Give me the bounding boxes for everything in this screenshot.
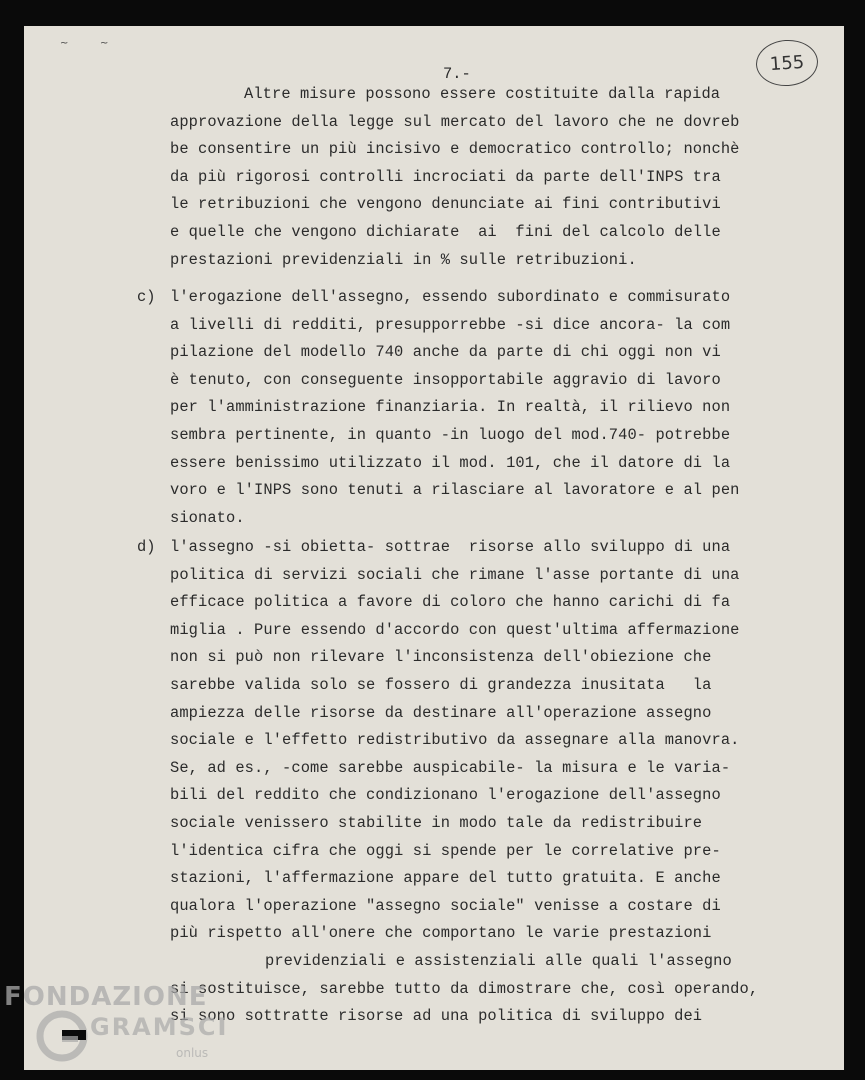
text-line: non si può non rilevare l'inconsistenza dell'obiezione che bbox=[170, 648, 712, 667]
scan-mark-right: ~ bbox=[100, 38, 109, 49]
text-line: qualora l'operazione "assegno sociale" venisse a costare di bbox=[170, 896, 721, 915]
text-line: politica di servizi sociali che rimane l'asse portante di una bbox=[170, 565, 740, 584]
text-line: approvazione della legge sul mercato del lavoro che ne dovreb bbox=[170, 112, 740, 131]
text-line: bili del reddito che condizionano l'erogazione dell'assegno bbox=[170, 786, 721, 805]
watermark-gramsci: GRAMSCI bbox=[90, 1013, 229, 1041]
text-line: ampiezza delle risorse da destinare all'operazione assegno bbox=[170, 703, 712, 722]
text-line: Se, ad es., -come sarebbe auspicabile- la misura e le varia- bbox=[170, 758, 731, 777]
archive-stamp: 155 bbox=[754, 38, 819, 88]
text-line: be consentire un più incisivo e democratico controllo; nonchè bbox=[170, 140, 740, 159]
watermark-foundation: FONDAZIONE bbox=[4, 982, 208, 1012]
text-line: e quelle che vengono dichiarate ai fini del calcolo delle bbox=[170, 223, 721, 241]
text-line: prestazioni previdenziali in % sulle retribuzioni. bbox=[170, 250, 637, 269]
text-line: a livelli di redditi, presupporrebbe -si dice ancora- la com bbox=[170, 315, 731, 334]
text-line: l'erogazione dell'assegno, essendo subordinato e commisurato bbox=[170, 288, 731, 306]
text-line: da più rigorosi controlli incrociati da parte dell'INPS tra bbox=[170, 167, 721, 186]
text-line: l'identica cifra che oggi si spende per le correlative pre- bbox=[170, 841, 721, 860]
text-line: sociale venissero stabilite in modo tale da redistribuire bbox=[170, 814, 703, 832]
text-line: sembra pertinente, in quanto -in luogo del mod.740- potrebbe bbox=[170, 426, 731, 444]
paragraph-marker: c) bbox=[137, 288, 156, 306]
text-line: sarebbe valida solo se fossero di grandezza inusitata la bbox=[170, 676, 712, 694]
text-line: previdenziali e assistenziali alle quali l'assegno bbox=[265, 952, 732, 970]
text-line: si sostituisce, sarebbe tutto da dimostrare che, così operando, bbox=[170, 979, 759, 998]
paragraph-marker: d) bbox=[137, 538, 156, 556]
text-line: stazioni, l'affermazione appare del tutto gratuita. E anche bbox=[170, 869, 721, 888]
text-line: Altre misure possono essere costituite dalla rapida bbox=[244, 85, 721, 103]
text-line: voro e l'INPS sono tenuti a rilasciare al lavoratore e al pen bbox=[170, 481, 740, 500]
text-line: si sono sottratte risorse ad una politica di sviluppo dei bbox=[170, 1007, 703, 1026]
text-line: efficace politica a favore di coloro che hanno carichi di fa bbox=[170, 593, 731, 612]
gramsci-logo-icon bbox=[36, 1010, 88, 1062]
text-line: è tenuto, con conseguente insopportabile aggravio di lavoro bbox=[170, 370, 721, 389]
page-number: 7.- bbox=[443, 65, 471, 83]
text-line: sionato. bbox=[170, 508, 245, 527]
text-line: per l'amministrazione finanziaria. In realtà, il rilievo non bbox=[170, 398, 731, 417]
text-line: essere benissimo utilizzato il mod. 101, che il datore di la bbox=[170, 453, 731, 472]
text-line: le retribuzioni che vengono denunciate ai fini contributivi bbox=[170, 195, 721, 214]
text-line: pilazione del modello 740 anche da parte di chi oggi non vi bbox=[170, 343, 721, 362]
text-line: più rispetto all'onere che comportano le varie prestazioni bbox=[170, 924, 712, 943]
text-line: miglia . Pure essendo d'accordo con quest'ultima affermazione bbox=[170, 620, 740, 639]
text-line: l'assegno -si obietta- sottrae risorse allo sviluppo di una bbox=[170, 538, 731, 556]
text-line: sociale e l'effetto redistributivo da assegnare alla manovra. bbox=[170, 731, 740, 750]
watermark-onlus: onlus bbox=[176, 1046, 209, 1060]
scan-mark-left: ~ bbox=[60, 38, 69, 49]
